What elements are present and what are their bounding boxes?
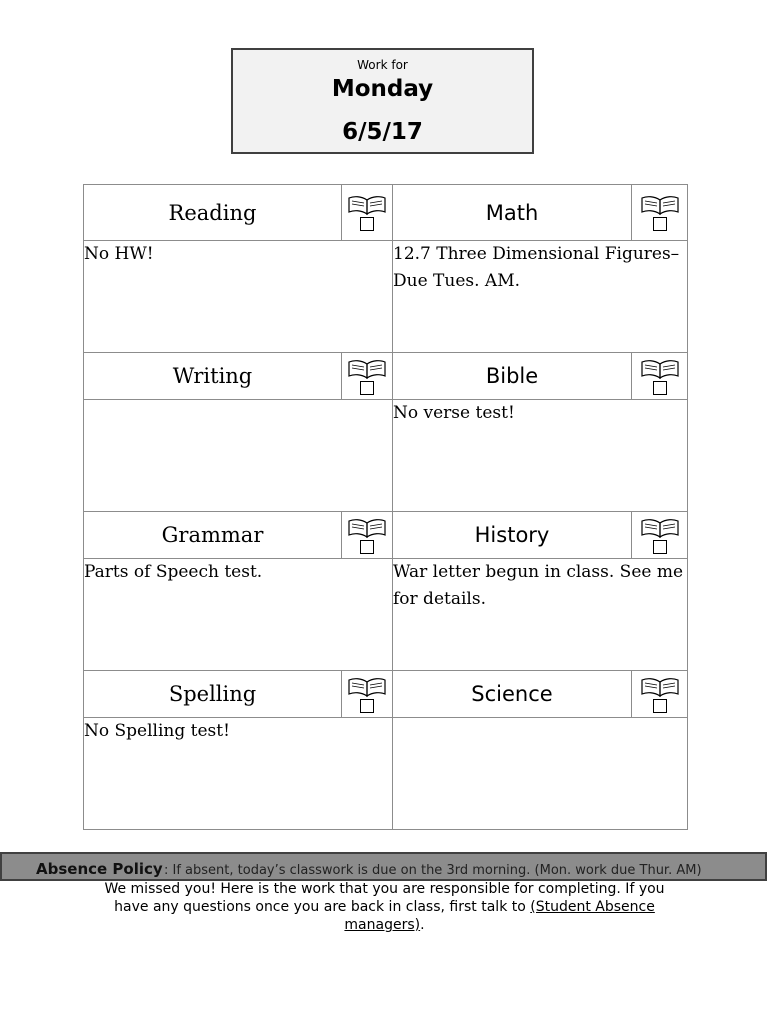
open-book-icon [347,194,387,216]
work-for-label: Work for [357,58,408,72]
history-check-cell [632,512,688,559]
math-content: 12.7 Three Dimensional Figures–Due Tues. AM. [393,241,688,353]
missed-message-end: . [420,917,425,933]
missed-message-text: We missed you! Here is the work that you are responsible for completing. If you have any questions once you are back in class, first talk to [104,881,665,915]
open-book-icon [347,517,387,539]
subject-grammar: Grammar [84,512,342,559]
spelling-checkbox[interactable] [360,699,374,713]
missed-message [92,880,677,934]
open-book-icon [640,194,680,216]
spelling-check-cell [342,671,393,718]
subject-writing: Writing [84,353,342,400]
absence-policy-title: Absence Policy [36,860,163,878]
bible-checkbox[interactable] [653,381,667,395]
bible-check-cell [632,353,688,400]
homework-table [83,184,688,830]
subject-reading: Reading [84,185,342,241]
subject-history: History [393,512,632,559]
open-book-icon [640,517,680,539]
absence-policy-bar [0,852,767,881]
reading-content: No HW! [84,241,393,353]
writing-content [84,400,393,512]
spelling-content: No Spelling test! [84,718,393,830]
writing-checkbox[interactable] [360,381,374,395]
absence-policy-text: : If absent, today’s classwork is due on the 3rd morning. (Mon. work due Thur. AM) [164,863,702,878]
reading-check-cell [342,185,393,241]
science-check-cell [632,671,688,718]
grammar-checkbox[interactable] [360,540,374,554]
science-checkbox[interactable] [653,699,667,713]
subject-spelling: Spelling [84,671,342,718]
grammar-content: Parts of Speech test. [84,559,393,671]
history-checkbox[interactable] [653,540,667,554]
subject-math: Math [393,185,632,241]
date-title: 6/5/17 [342,119,423,145]
grammar-check-cell [342,512,393,559]
open-book-icon [347,676,387,698]
open-book-icon [347,358,387,380]
day-title: Monday [331,76,434,102]
history-content: War letter begun in class. See me for details. [393,559,688,671]
open-book-icon [640,358,680,380]
open-book-icon [640,676,680,698]
student-absence-managers-link[interactable]: (Student Absence managers) [344,899,655,933]
subject-bible: Bible [393,353,632,400]
science-content [393,718,688,830]
math-checkbox[interactable] [653,217,667,231]
bible-content: No verse test! [393,400,688,512]
math-check-cell [632,185,688,241]
reading-checkbox[interactable] [360,217,374,231]
writing-check-cell [342,353,393,400]
subject-science: Science [393,671,632,718]
header-box [231,48,534,154]
